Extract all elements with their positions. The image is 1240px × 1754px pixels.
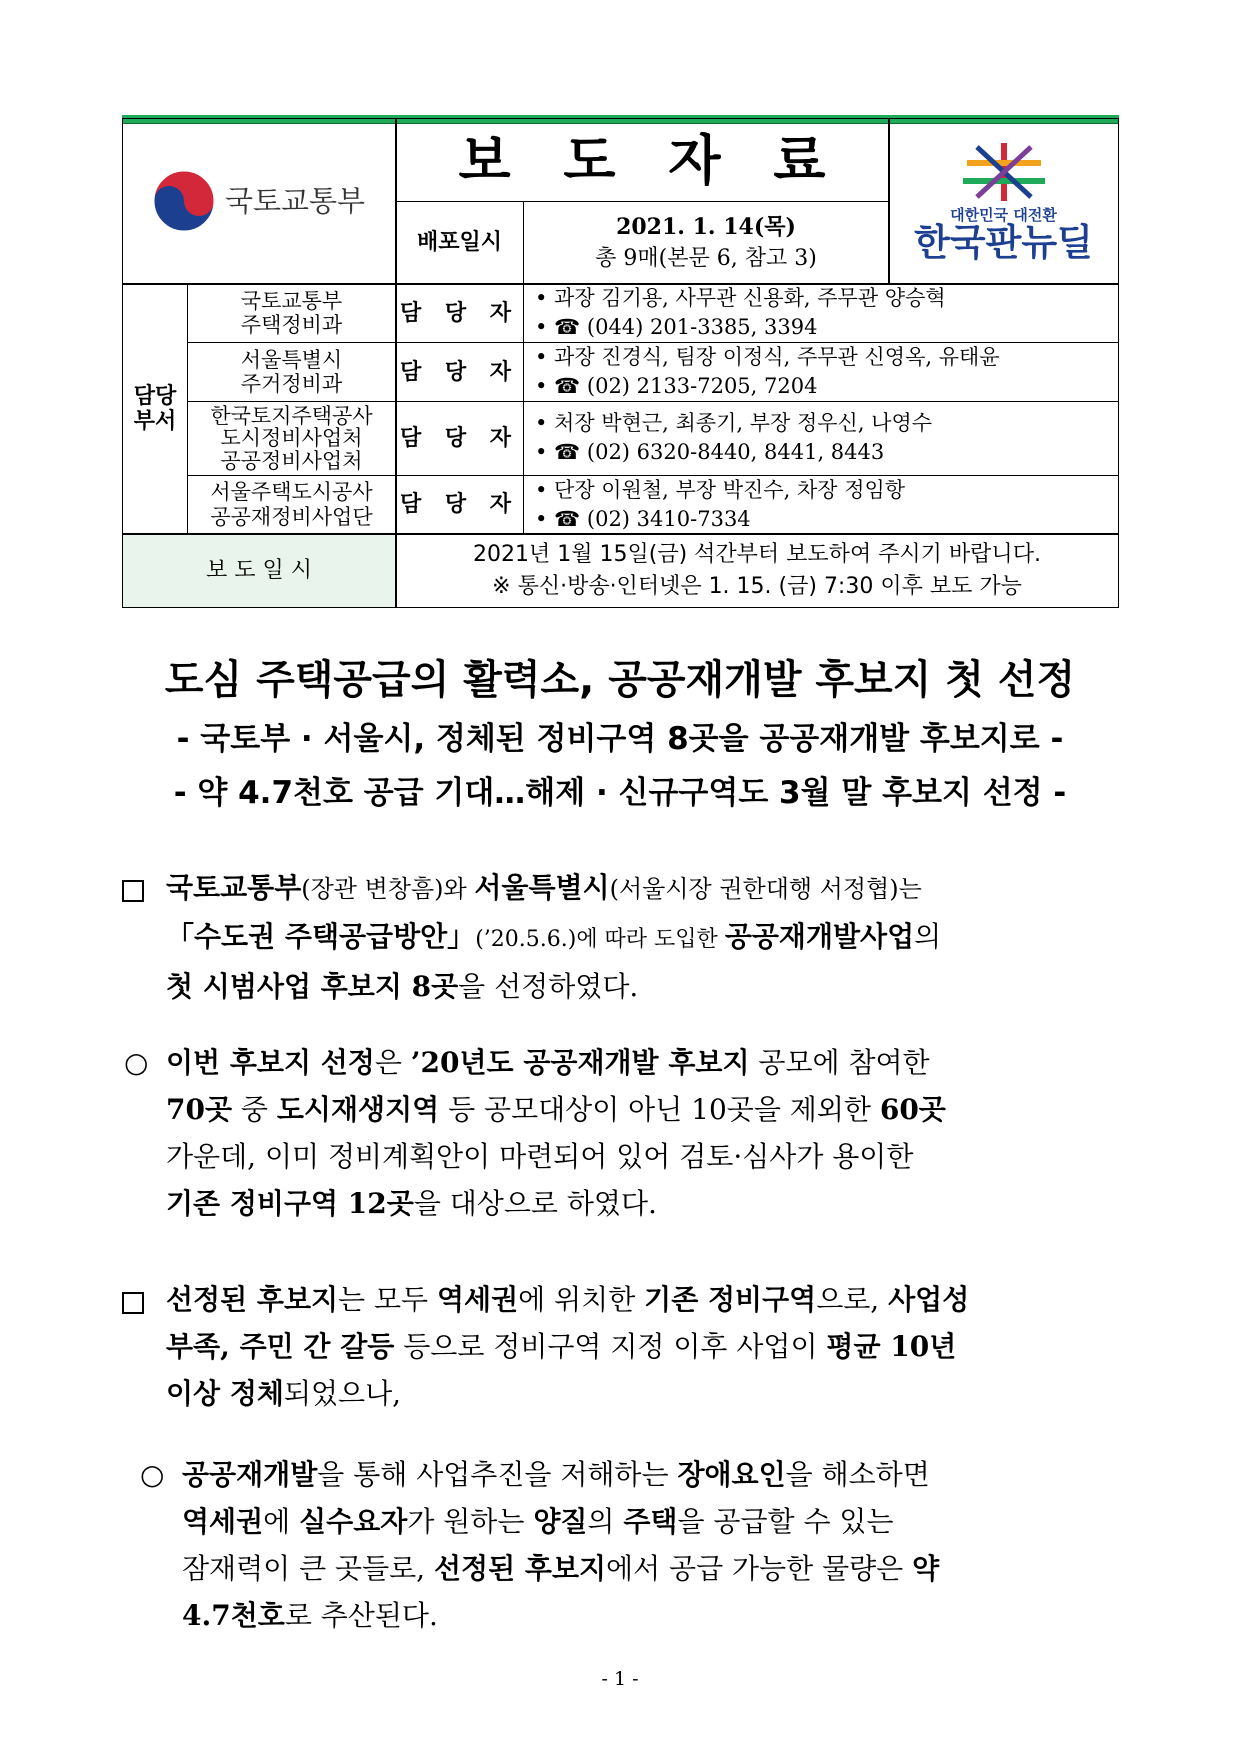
dept-org-line: 주택정비과 <box>240 313 343 337</box>
report-line: ※ 통신·방송·인터넷은 1. 15. (금) 7:30 이후 보도 가능 <box>492 574 1022 599</box>
bold-text: 부족, 주민 간 갈등 <box>166 1330 395 1363</box>
circle-bullet: ○ <box>124 1046 149 1079</box>
text: 로 추산된다. <box>284 1599 438 1632</box>
dept-org-4 <box>188 476 395 533</box>
dept-org-line: 공공재정비사업단 <box>210 504 373 529</box>
bold-text: ’20년도 공공재개발 후보지 <box>410 1046 750 1079</box>
contact-phone: • ☎ (044) 201-3385, 3394 <box>535 315 818 339</box>
bold-text: 첫 시범사업 후보지 8곳 <box>166 970 459 1003</box>
bold-text: 공공재개발사업 <box>724 920 915 953</box>
main-headline: 도심 주택공급의 활력소, 공공재개발 후보지 첫 선정 <box>164 657 1076 703</box>
bold-text: 역세권 <box>437 1283 519 1316</box>
text: 에 위치한 <box>518 1283 645 1316</box>
bold-text: 70곳 <box>166 1093 233 1126</box>
text: 을 공급할 수 있는 <box>677 1505 894 1538</box>
text: 는 모두 <box>338 1283 437 1316</box>
dept-org-2 <box>188 343 395 401</box>
dept-org-line: 서울특별시 <box>240 347 343 372</box>
dept-org-line: 국토교통부 <box>240 288 343 313</box>
text: 등으로 정비구역 지정 이후 사업이 <box>394 1330 827 1363</box>
bold-text: 이번 후보지 선정 <box>166 1046 375 1079</box>
report-info <box>396 535 1118 607</box>
bold-text: 선정된 후보지 <box>166 1283 339 1316</box>
contact-label: 담 당 자 <box>399 299 520 326</box>
dept-group-label <box>123 284 187 533</box>
dept-org-3 <box>188 402 395 475</box>
report-line: 2021년 1월 15일(금) 석간부터 보도하여 주시기 바랍니다. <box>473 542 1041 567</box>
release-label: 배포일시 <box>416 229 502 256</box>
new-deal-symbol-icon <box>949 141 1059 203</box>
dept-org-line: 서울주택도시공사 <box>210 480 373 505</box>
bold-text: 서울특별시 <box>474 871 610 904</box>
dept-contact-4 <box>535 476 905 534</box>
press-release-header-table <box>122 118 1119 608</box>
report-label: 보 도 일 시 <box>206 557 312 583</box>
bold-text: 역세권 <box>182 1505 264 1538</box>
text: 가운데, 이미 정비계획안이 마련되어 있어 검토·심사가 용이한 <box>166 1140 914 1173</box>
text: 중 <box>232 1093 277 1126</box>
text: 등 공모대상이 아닌 10곳을 제외한 <box>439 1093 880 1126</box>
paragraph-3 <box>166 1276 969 1417</box>
text: 의 <box>587 1505 624 1538</box>
brand-name: 한국판뉴딜 <box>914 220 1093 264</box>
paragraph-2 <box>166 1039 946 1227</box>
text: 가 원하는 <box>407 1505 534 1538</box>
bold-text: 기존 정비구역 12곳 <box>166 1187 414 1220</box>
text: 으로, <box>816 1283 889 1316</box>
contact-people: • 과장 김기용, 사무관 신용화, 주무관 양승혁 <box>535 286 946 310</box>
text: 을 해소하면 <box>785 1458 930 1491</box>
checkbox-bullet <box>122 880 144 904</box>
checkbox-bullet <box>122 1292 144 1316</box>
text: 의 <box>914 920 942 953</box>
dept-contact-3 <box>535 409 932 467</box>
bold-text: 약 <box>912 1552 940 1585</box>
dept-contact-2 <box>535 343 1000 401</box>
dept-org-line: 주거정비과 <box>240 372 343 396</box>
text: 되었으나, <box>283 1377 402 1410</box>
bold-text: 평균 10년 <box>826 1330 957 1363</box>
dept-contact-1 <box>535 284 946 342</box>
release-date: 2021. 1. 14(목) <box>616 213 796 240</box>
bold-text: 공공재개발 <box>182 1458 318 1491</box>
bold-text: 사업성 <box>888 1283 970 1316</box>
contact-phone: • ☎ (02) 3410-7334 <box>535 507 751 531</box>
bold-text: 4.7천호 <box>182 1599 285 1632</box>
bold-text: 「수도권 주택공급방안」 <box>166 920 476 953</box>
text: 공모에 참여한 <box>749 1046 930 1079</box>
release-info <box>524 202 888 283</box>
new-deal-logo <box>889 119 1118 283</box>
text: 잠재력이 큰 곳들로, <box>182 1552 434 1585</box>
dept-org-1 <box>188 284 395 342</box>
bold-text: 주택 <box>623 1505 678 1538</box>
bold-text: 기존 정비구역 <box>644 1283 817 1316</box>
bold-text: 이상 정체 <box>166 1377 284 1410</box>
text: 을 통해 사업추진을 저해하는 <box>317 1458 678 1491</box>
text: 에 <box>263 1505 300 1538</box>
text: 을 대상으로 하였다. <box>413 1187 657 1220</box>
contact-people: • 과장 진경식, 팀장 이정식, 주무관 신영옥, 유태윤 <box>535 345 1000 369</box>
contact-label: 담 당 자 <box>399 491 520 518</box>
contact-people: • 단장 이원철, 부장 박진수, 차장 정임항 <box>535 478 906 502</box>
paragraph-1 <box>166 864 941 1010</box>
paragraph-4 <box>182 1451 939 1639</box>
release-pages: 총 9매(본문 6, 참고 3) <box>595 245 817 271</box>
bold-text: 국토교통부 <box>166 871 302 904</box>
bold-text: 장애요인 <box>677 1458 786 1491</box>
page-title: 보 도 자 료 <box>458 127 826 192</box>
text: (장관 변창흠)와 <box>301 875 475 903</box>
dept-org-line: 한국토지주택공사 <box>210 404 373 429</box>
ministry-logo-cell <box>123 119 395 283</box>
bold-text: 도시재생지역 <box>276 1093 440 1126</box>
brand-tagline: 대한민국 대전환 <box>950 206 1057 225</box>
text: 을 선정하였다. <box>458 970 639 1003</box>
dept-org-line: 공공정비사업처 <box>220 448 363 473</box>
text: 에서 공급 가능한 물량은 <box>606 1552 913 1585</box>
circle-bullet: ○ <box>140 1458 165 1491</box>
page-number: - 1 - <box>601 1668 639 1690</box>
dept-group-label-line: 담당 <box>133 382 177 409</box>
contact-phone: • ☎ (02) 2133-7205, 7204 <box>535 374 818 398</box>
contact-phone: • ☎ (02) 6320-8440, 8441, 8443 <box>535 440 885 464</box>
bold-text: 60곳 <box>879 1093 946 1126</box>
ministry-name: 국토교통부 <box>224 183 366 218</box>
contact-people: • 처장 박현근, 최종기, 부장 정우신, 나영수 <box>535 411 933 435</box>
dept-org-line: 도시정비사업처 <box>220 426 363 451</box>
text: (’20.5.6.)에 따라 도입한 <box>475 927 725 952</box>
text: (서울시장 권한대행 서정협)는 <box>609 875 922 903</box>
contact-label: 담 당 자 <box>399 358 520 385</box>
bold-text: 선정된 후보지 <box>434 1552 607 1585</box>
bold-text: 실수요자 <box>299 1505 408 1538</box>
sub-headline-2: - 약 4.7천호 공급 기대…해제 · 신규구역도 3월 말 후보지 선정 - <box>173 775 1067 811</box>
contact-label: 담 당 자 <box>399 425 520 452</box>
sub-headline-1: - 국토부 · 서울시, 정체된 정비구역 8곳을 공공재개발 후보지로 - <box>176 721 1064 757</box>
ministry-emblem-icon <box>153 170 215 232</box>
page-title-cell <box>396 119 888 201</box>
dept-group-label-line: 부서 <box>133 407 177 434</box>
text: 은 <box>374 1046 411 1079</box>
bold-text: 양질 <box>533 1505 588 1538</box>
